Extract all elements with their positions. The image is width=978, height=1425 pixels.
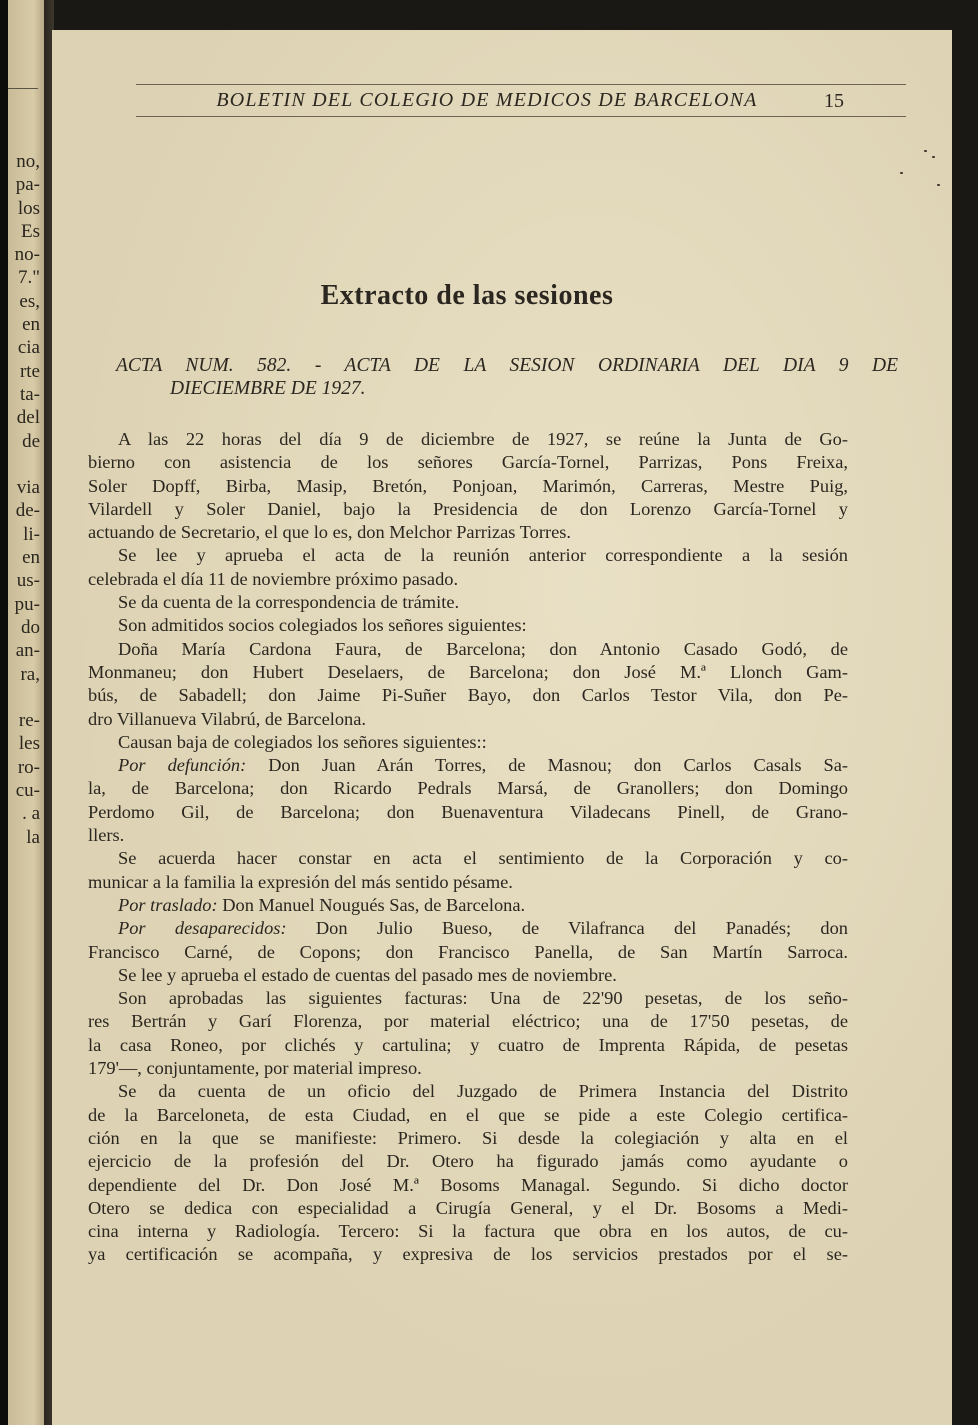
section-lead: Por desaparecidos: <box>118 918 287 939</box>
page-title: Extracto de las sesiones <box>320 280 614 311</box>
body-line: actuando de Secretario, el que lo es, don Melchor Parrizas Torres. <box>88 522 571 543</box>
body-line: Francisco Carné, de Copons; don Francisco Panella, de San Martín Sarroca. <box>88 941 848 962</box>
body-line: Son admitidos socios colegiados los señores siguientes: <box>118 615 527 636</box>
previous-page-fragment: pu- <box>14 593 40 615</box>
body-line: ejercicio de la profesión del Dr. Otero ha figurado jamás como ayudante o <box>88 1151 848 1172</box>
previous-page-fragment: via <box>16 477 40 499</box>
section-lead: Por traslado: <box>118 894 218 915</box>
body-line: bierno con asistencia de los señores García-Tornel, Parrizas, Pons Freixa, <box>88 452 848 473</box>
body-line: Se da cuenta de un oficio del Juzgado de Primera Instancia del Distrito <box>118 1081 848 1102</box>
previous-page-fragment <box>15 453 40 476</box>
body-line-text: Don Julio Bueso, de Vilafranca del Panadés; don <box>315 918 848 939</box>
previous-page-fragment: la <box>26 826 40 848</box>
body-line: la, de Barcelona; don Ricardo Pedrals Marsá, de Granollers; don Domingo <box>88 778 848 799</box>
previous-page-fragment: en <box>22 314 40 336</box>
section-lead: Por defunción: <box>118 755 247 776</box>
acta-heading <box>116 354 898 400</box>
body-line: Otero se dedica con especialidad a Cirugía General, y el Dr. Bosoms a Medi- <box>88 1197 848 1218</box>
previous-page-fragment: 7." <box>17 267 40 289</box>
previous-page-fragment: no- <box>14 244 40 266</box>
previous-page-fragment: del <box>16 407 40 429</box>
body-line: Soler Dopff, Birba, Masip, Bretón, Ponjoan, Marimón, Carreras, Mestre Puig, <box>88 475 848 496</box>
body-line: de la Barceloneta, de esta Ciudad, en el que se pide a este Colegio certifica- <box>88 1104 848 1125</box>
ink-speck <box>924 150 927 152</box>
body-line: Doña María Cardona Faura, de Barcelona; don Antonio Casado Godó, de <box>118 638 848 659</box>
running-head: BOLETIN DEL COLEGIO DE MEDICOS DE BARCELONA <box>216 89 758 111</box>
book-edge <box>0 0 8 1425</box>
body-line: la casa Roneo, por clichés y cartulina; y cuatro de Imprenta Rápida, de pesetas <box>88 1034 848 1055</box>
body-line: Monmaneu; don Hubert Deselaers, de Barcelona; don José M.ª Llonch Gam- <box>88 661 848 682</box>
body-line: Se da cuenta de la correspondencia de trámite. <box>118 592 460 613</box>
body-line: Son aprobadas las siguientes facturas: Una de 22'90 pesetas, de los seño- <box>118 988 848 1009</box>
previous-page-fragment: li- <box>23 523 40 545</box>
body-line: Perdomo Gil, de Barcelona; don Buenaventura Viladecans Pinell, de Grano- <box>88 801 848 822</box>
previous-page-fragment <box>15 686 40 709</box>
body-line: celebrada el día 11 de noviembre próximo pasado. <box>88 568 459 589</box>
acta-heading-line-1: ACTA NUM. 582. - ACTA DE LA SESION ORDINARIA DEL DIA 9 DE <box>116 355 898 376</box>
body-line: ya certificación se acompaña, y expresiva de los servicios prestados por el se- <box>88 1244 848 1265</box>
previous-page-fragment: en <box>22 547 40 569</box>
body-line: 179'—, conjuntamente, por material impreso. <box>88 1058 422 1079</box>
previous-page-fragment: rte <box>19 360 40 382</box>
body-line-text: Don Juan Arán Torres, de Masnou; don Carlos Casals Sa- <box>268 755 848 776</box>
acta-heading-line-2: DIECIEMBRE DE 1927. <box>170 378 366 399</box>
header-rule-top <box>136 84 906 85</box>
previous-page-fragment: Es <box>21 220 40 242</box>
body-line: Se lee y aprueba el estado de cuentas del pasado mes de noviembre. <box>118 964 617 985</box>
body-line <box>88 894 848 917</box>
body-line: A las 22 horas del día 9 de diciembre de 1927, se reúne la Junta de Go- <box>118 429 848 449</box>
body-line: dependiente del Dr. Don José M.ª Bosoms Managal. Segundo. Si dicho doctor <box>88 1174 848 1195</box>
body-line: Causan baja de colegiados los señores siguientes:: <box>118 731 487 752</box>
body-line <box>88 917 848 940</box>
body-line: Se acuerda hacer constar en acta el sentimiento de la Corporación y co- <box>118 848 848 869</box>
page-number: 15 <box>824 90 844 112</box>
body-line: ción en la que se manifieste: Primero. Si desde la colegiación y alta en el <box>88 1127 848 1148</box>
previous-page-fragment: ro- <box>17 756 40 778</box>
previous-page-fragment: les <box>18 733 40 755</box>
body-line: bús, de Sabadell; don Jaime Pi-Suñer Bayo, don Carlos Testor Vila, don Pe- <box>88 685 848 706</box>
previous-page-fragment: re- <box>18 710 40 732</box>
ink-speck <box>900 172 903 174</box>
previous-page-fragment: . a <box>22 803 40 825</box>
previous-page-fragment: cu- <box>15 780 40 802</box>
previous-page-fragment: ra, <box>20 663 40 685</box>
body-line: Vilardell y Soler Daniel, bajo la Presidencia de don Lorenzo García-Tornel y <box>88 498 848 519</box>
previous-page-fragment: an- <box>15 640 40 662</box>
body-line: Se lee y aprueba el acta de la reunión anterior correspondiente a la sesión <box>118 545 848 566</box>
previous-page-rule <box>8 88 38 89</box>
previous-page-fragment: ta- <box>19 383 40 405</box>
previous-page-fragment: no, <box>16 151 40 172</box>
previous-page-fragment: cia <box>17 337 40 359</box>
previous-page-fragment: pa- <box>15 174 40 196</box>
body-line: dro Villanueva Vilabrú, de Barcelona. <box>88 708 366 729</box>
document-page <box>52 30 952 1425</box>
header-rule-bottom <box>136 116 906 117</box>
ink-speck <box>932 156 935 158</box>
body-line <box>88 754 848 777</box>
previous-page-text <box>15 150 40 849</box>
previous-page-fragment: us- <box>16 570 40 592</box>
previous-page-fragment: es, <box>19 290 40 312</box>
ink-speck <box>937 184 940 186</box>
previous-page-fragment: de <box>22 430 40 452</box>
previous-page-edge <box>8 0 44 1425</box>
body-line: llers. <box>88 825 125 846</box>
body-line: cina interna y Radiología. Tercero: Si la factura que obra en los autos, de cu- <box>88 1221 848 1242</box>
body-text <box>88 428 848 1267</box>
previous-page-fragment: los <box>17 197 40 219</box>
body-line: municar a la familia la expresión del más sentido pésame. <box>88 871 513 892</box>
body-line: res Bertrán y Garí Florenza, por material eléctrico; una de 17'50 pesetas, de <box>88 1011 848 1032</box>
previous-page-fragment: do <box>21 616 40 638</box>
previous-page-fragment: de- <box>15 500 40 522</box>
body-line-text: Don Manuel Nougués Sas, de Barcelona. <box>222 894 526 915</box>
